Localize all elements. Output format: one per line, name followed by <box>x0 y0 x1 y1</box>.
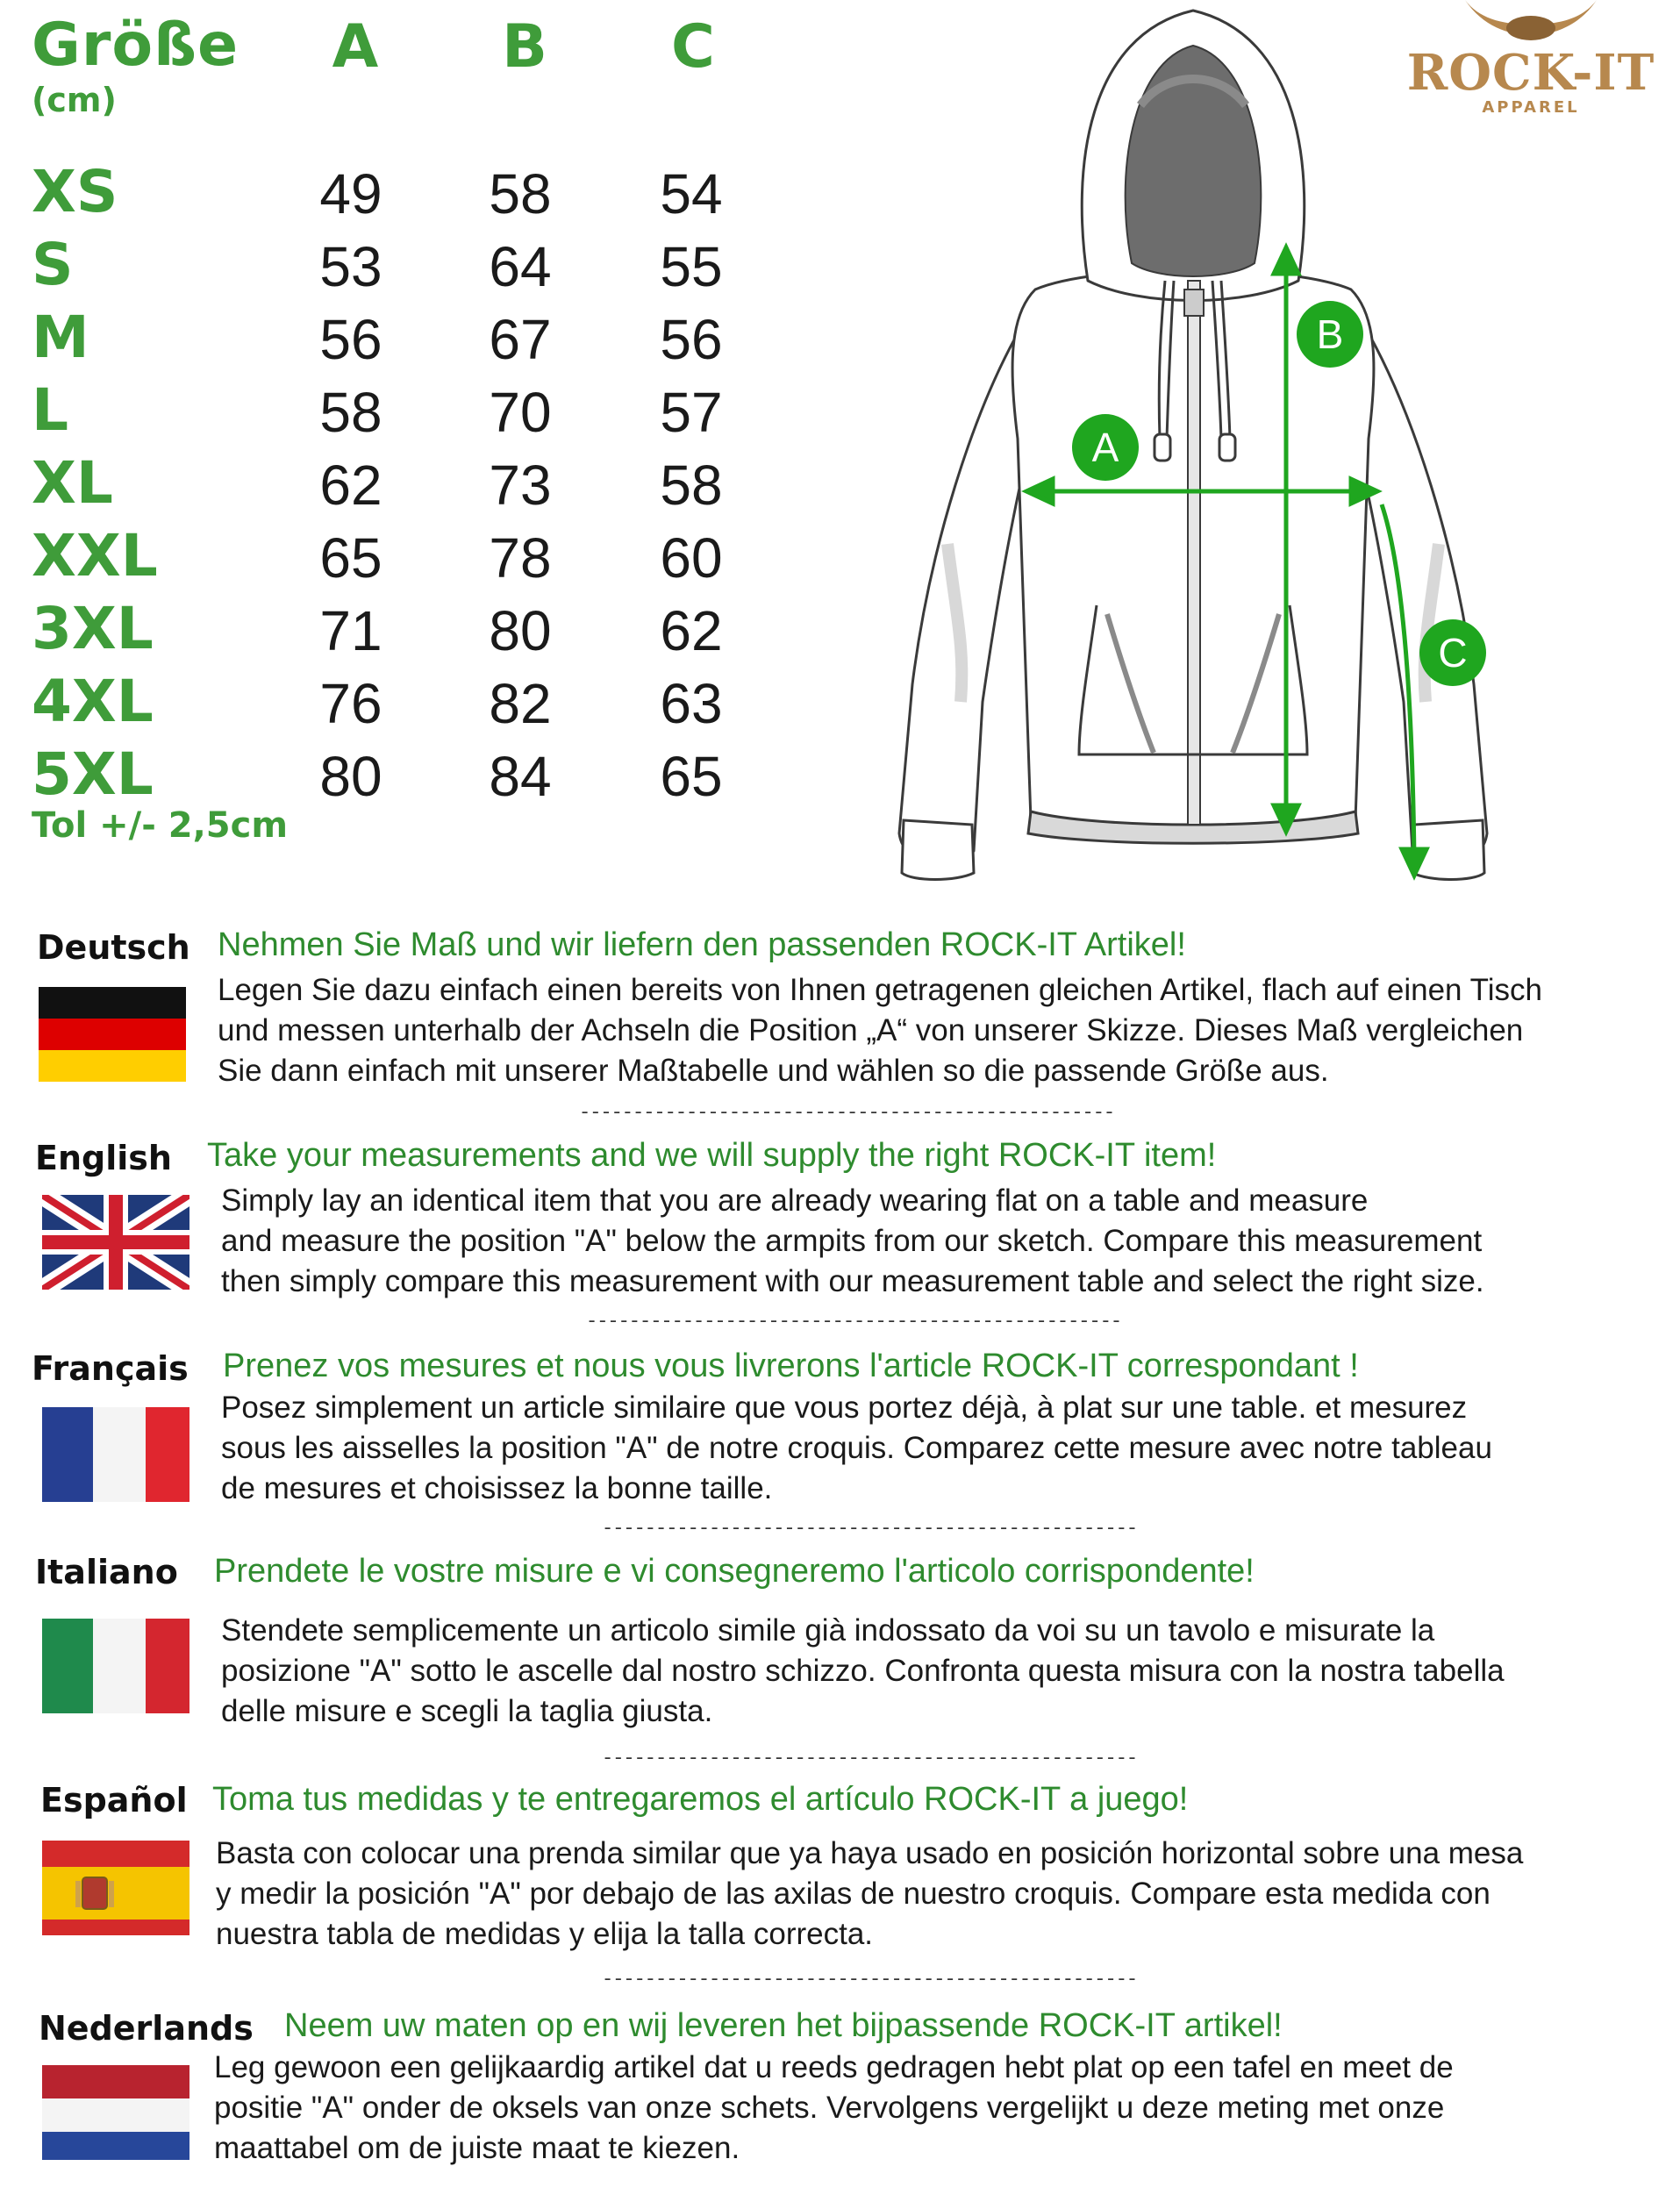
value-a: 65 <box>319 526 382 590</box>
language-section-nederlands <box>0 2009 1680 2202</box>
table-row <box>0 449 790 523</box>
value-b: 73 <box>489 454 552 517</box>
value-c: 58 <box>660 454 723 517</box>
column-header-b: B <box>502 12 547 82</box>
value-b: 70 <box>489 381 552 444</box>
value-c: 56 <box>660 308 723 371</box>
size-label: S <box>32 231 74 298</box>
value-c: 62 <box>660 599 723 662</box>
germany-flag-icon <box>39 987 186 1082</box>
body-line: nuestra tabla de medidas y elija la talla correcta. <box>216 1917 874 1951</box>
hoodie-sketch <box>877 0 1680 886</box>
body-line: and measure the position "A" below the armpits from our sketch. Compare this measurement <box>221 1224 1483 1258</box>
separator: -------------------------------------------------- <box>579 1102 1115 1124</box>
separator: -------------------------------------------------- <box>586 1311 1122 1333</box>
value-b: 58 <box>489 162 552 225</box>
size-table <box>0 0 790 877</box>
value-a: 56 <box>319 308 382 371</box>
language-name: Nederlands <box>39 2009 254 2048</box>
value-c: 63 <box>660 672 723 735</box>
rock-it-logo <box>1404 0 1658 123</box>
value-b: 80 <box>489 599 552 662</box>
measurement-label-a: A <box>1072 414 1139 481</box>
value-c: 55 <box>660 235 723 298</box>
language-name: Español <box>40 1781 188 1820</box>
logo-text: ROCK-IT <box>1406 44 1655 102</box>
value-b: 84 <box>489 745 552 808</box>
size-label: XS <box>32 158 118 225</box>
bull-horns-icon <box>1404 0 1658 44</box>
value-b: 64 <box>489 235 552 298</box>
size-table-unit: (cm) <box>32 81 117 119</box>
value-a: 71 <box>319 599 382 662</box>
column-header-c: C <box>671 12 715 82</box>
table-row <box>0 740 790 814</box>
spain-flag-icon <box>42 1841 189 1935</box>
value-a: 80 <box>319 745 382 808</box>
language-body <box>221 1181 1484 1302</box>
netherlands-flag-icon <box>42 2065 189 2160</box>
language-headline: Nehmen Sie Maß und wir liefern den passenden ROCK-IT Artikel! <box>218 926 1186 963</box>
language-section-francais <box>0 1342 1680 1540</box>
value-b: 67 <box>489 308 552 371</box>
size-table-title: Größe <box>32 11 239 80</box>
body-line: und messen unterhalb der Achseln die Position „A“ von unserer Skizze. Dieses Maß vergleichen <box>218 1013 1524 1047</box>
value-b: 82 <box>489 672 552 735</box>
value-c: 57 <box>660 381 723 444</box>
size-label: M <box>32 304 89 371</box>
separator: -------------------------------------------------- <box>602 1518 1138 1540</box>
body-line: Sie dann einfach mit unserer Maßtabelle und wählen so die passende Größe aus. <box>218 1054 1329 1088</box>
uk-flag-icon <box>42 1195 189 1290</box>
language-name: Français <box>32 1349 189 1388</box>
language-headline: Neem uw maten op en wij leveren het bijpassende ROCK-IT artikel! <box>284 2007 1283 2044</box>
body-line: y medir la posición "A" por debajo de las axilas de nuestro croquis. Compare esta medida con <box>216 1877 1491 1911</box>
language-section-deutsch <box>0 921 1680 1124</box>
language-body <box>216 1834 1523 1955</box>
language-headline: Prendete le vostre misure e vi consegneremo l'articolo corrispondente! <box>214 1553 1255 1590</box>
table-row <box>0 522 790 596</box>
table-row <box>0 231 790 304</box>
size-label: XXL <box>32 522 158 590</box>
separator: -------------------------------------------------- <box>602 1969 1138 1991</box>
italy-flag-icon <box>42 1619 189 1713</box>
language-name: Italiano <box>35 1553 178 1591</box>
value-c: 60 <box>660 526 723 590</box>
language-name: English <box>35 1139 172 1177</box>
body-line: Basta con colocar una prenda similar que ya haya usado en posición horizontal sobre una mesa <box>216 1836 1524 1870</box>
column-header-a: A <box>332 12 379 82</box>
body-line: Stendete semplicemente un articolo simile già indossato da voi su un tavolo e misurate la <box>221 1613 1435 1648</box>
body-line: de mesures et choisissez la bonne taille. <box>221 1471 773 1505</box>
measurement-label-c: C <box>1419 619 1486 686</box>
body-line: sous les aisselles la position "A" de notre croquis. Comparez cette mesure avec notre tableau <box>221 1431 1492 1465</box>
language-headline: Toma tus medidas y te entregaremos el artículo ROCK-IT a juego! <box>212 1781 1189 1818</box>
france-flag-icon <box>42 1407 189 1502</box>
body-line: posizione "A" sotto le ascelle dal nostro schizzo. Confronta questa misura con la nostra tabella <box>221 1654 1505 1688</box>
language-body <box>218 970 1542 1091</box>
table-row <box>0 304 790 377</box>
value-a: 53 <box>319 235 382 298</box>
value-a: 49 <box>319 162 382 225</box>
body-line: Legen Sie dazu einfach einen bereits von Ihnen getragenen gleichen Artikel, flach auf einen Tisch <box>218 973 1542 1007</box>
body-line: delle misure e scegli la taglia giusta. <box>221 1694 713 1728</box>
table-row <box>0 158 790 232</box>
tolerance-note: Tol +/- 2,5cm <box>32 805 288 846</box>
value-b: 78 <box>489 526 552 590</box>
size-label: 5XL <box>32 740 154 808</box>
size-label: 4XL <box>32 668 154 735</box>
size-label: XL <box>32 449 113 517</box>
table-row <box>0 668 790 741</box>
size-label: L <box>32 376 69 444</box>
value-a: 62 <box>319 454 382 517</box>
language-body <box>221 1611 1505 1732</box>
body-line: Posez simplement un article similaire que vous portez déjà, à plat sur une table. et mesurez <box>221 1391 1468 1425</box>
value-c: 65 <box>660 745 723 808</box>
value-a: 58 <box>319 381 382 444</box>
value-a: 76 <box>319 672 382 735</box>
body-line: maattabel om de juiste maat te kiezen. <box>214 2131 740 2165</box>
value-c: 54 <box>660 162 723 225</box>
language-section-italiano <box>0 1553 1680 1769</box>
logo-subtitle: APPAREL <box>1482 98 1580 117</box>
language-body <box>214 2048 1454 2169</box>
language-name: Deutsch <box>37 928 190 967</box>
measurement-label-b: B <box>1297 301 1363 368</box>
body-line: then simply compare this measurement with our measurement table and select the right size. <box>221 1264 1484 1298</box>
body-line: Leg gewoon een gelijkaardig artikel dat u reeds gedragen hebt plat op een tafel en meet de <box>214 2050 1454 2084</box>
table-row <box>0 595 790 668</box>
body-line: positie "A" onder de oksels van onze schets. Vervolgens vergelijkt u deze meting met onze <box>214 2091 1445 2125</box>
language-body <box>221 1388 1492 1509</box>
body-line: Simply lay an identical item that you are already wearing flat on a table and measure <box>221 1183 1369 1218</box>
separator: -------------------------------------------------- <box>602 1748 1138 1769</box>
table-row <box>0 376 790 450</box>
language-section-english <box>0 1132 1680 1333</box>
language-section-espanol <box>0 1781 1680 1991</box>
language-headline: Prenez vos mesures et nous vous livrerons l'article ROCK-IT correspondant ! <box>223 1348 1359 1384</box>
language-headline: Take your measurements and we will supply the right ROCK-IT item! <box>207 1137 1217 1174</box>
size-label: 3XL <box>32 595 154 662</box>
